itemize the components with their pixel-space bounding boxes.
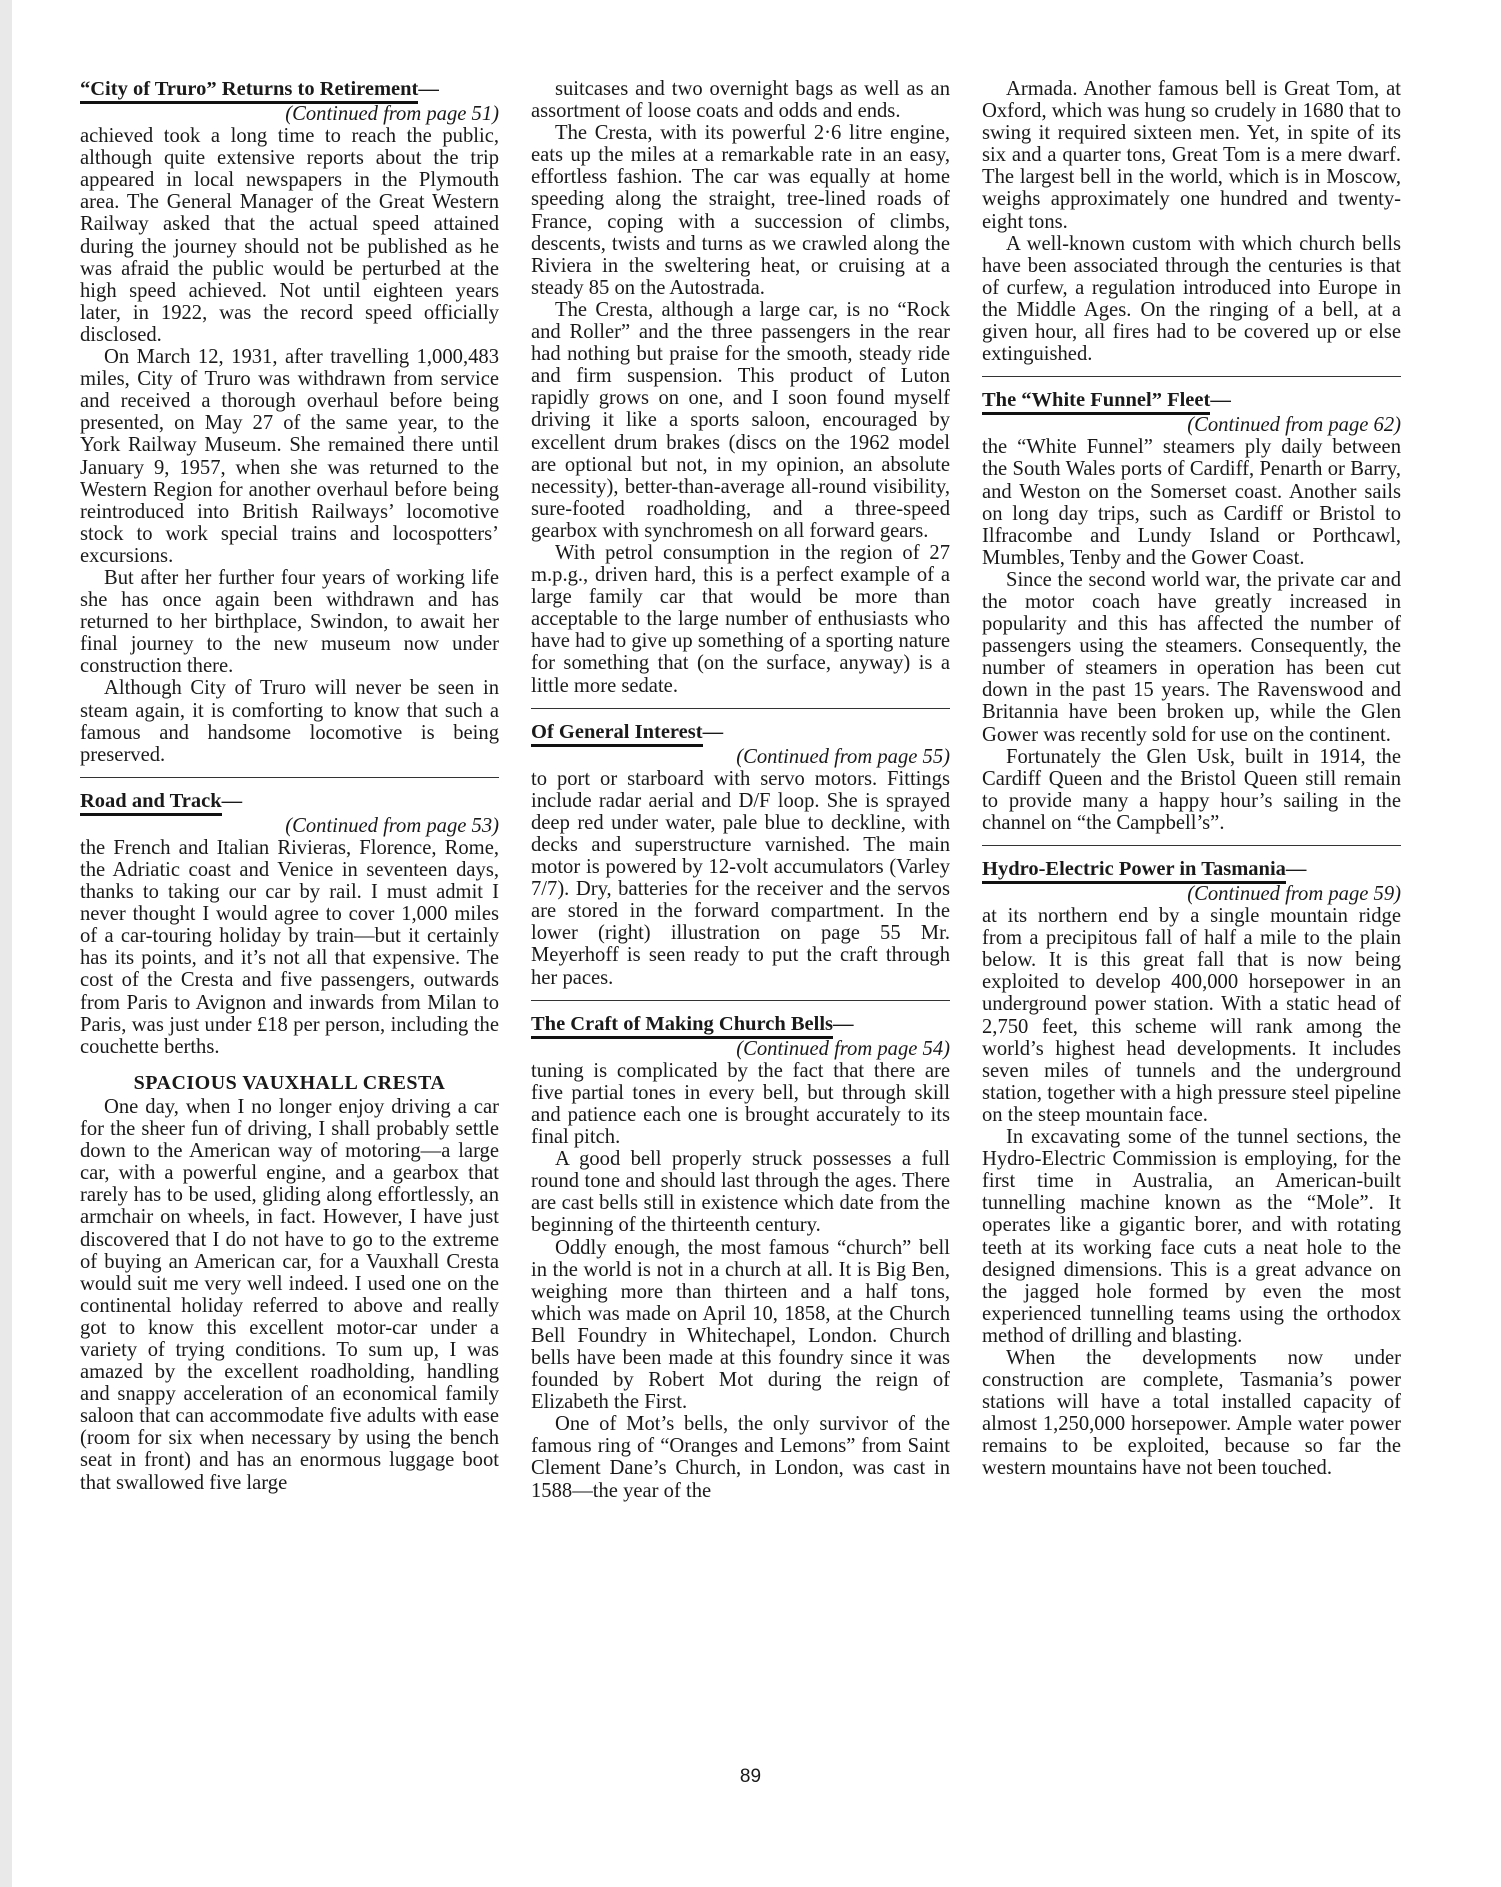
section-divider (531, 708, 950, 709)
paragraph: A well-known custom with which church bells have been associated through the centuries is that of curfew, a regulation introduced into Europe in the Middle Ages. On the ringing of a bell, at a given hour, all fires had to be covered up or else extinguished. (982, 232, 1401, 366)
continued-note: (Continued from page 54) (736, 1037, 950, 1060)
article-section (982, 78, 1401, 365)
paragraph: at its northern end by a single mountain ridge from a precipitous fall of half a mile to the plain below. It is this great fall that is now being exploited to develop 400,000 horsepower in an underground power station. With a static head of 2,750 feet, this scheme will rank among the world’s highest head developments. It includes seven miles of tunnels and the underground station, together with a high pressure steel pipeline on the steep mountain face. (982, 905, 1401, 1126)
paragraph: suitcases and two overnight bags as well as an assortment of loose coats and odds and ends. (531, 78, 950, 123)
section-title: Hydro-Electric Power in Tasmania (982, 858, 1286, 884)
paragraph: The Cresta, with its powerful 2·6 litre engine, eats up the miles at a remarkable rate in an easy, effortless fashion. The car was equally at home speeding along the straight, tree-lined roads of France, coping with a succession of climbs, descents, twists and turns as we crawled along the Riviera in the sweltering heat, or cruising at a steady 85 on the Autostrada. (531, 122, 950, 299)
paragraph: But after her further four years of working life she has once again been withdrawn and has returned to her birthplace, Swindon, to await her final journey to the new museum now under construction there. (80, 566, 499, 678)
paragraph: A good bell properly struck possesses a full round tone and should last through the ages. There are cast bells still in existence which date from the beginning of the thirteenth century. (531, 1148, 950, 1237)
column-2 (531, 78, 950, 1502)
section-title: Of General Interest (531, 721, 703, 747)
section-heading (982, 389, 1401, 412)
page-edge-shadow (0, 0, 12, 1887)
article-section (982, 858, 1401, 1480)
column-3 (982, 78, 1401, 1480)
section-title-dash: — (833, 1012, 854, 1035)
article-section (80, 790, 499, 1494)
section-heading (982, 858, 1401, 881)
paragraph: to port or starboard with servo motors. Fittings include radar aerial and D/F loop. She is sprayed deep red under water, pale blue to deckline, with decks and superstructure varnished. The main motor is powered by 12-volt accumulators (Varley 7/7). Dry, batteries for the receiver and the servos are stored in the forward compartment. In the lower (right) illustration on page 55 Mr. Meyerhoff is seen ready to put the craft through her paces. (531, 767, 950, 989)
continued-note: (Continued from page 53) (285, 814, 499, 837)
paragraph: the “White Funnel” steamers ply daily between the South Wales ports of Cardiff, Penarth or Barry, and Weston on the Somerset coast. Another sails on long day trips, such as Cardiff or Bristol to Ilfracombe and Lundy Island or Porthcawl, Mumbles, Tenby and the Gower Coast. (982, 436, 1401, 569)
section-divider (531, 1000, 950, 1001)
article-section (982, 389, 1401, 834)
paragraph: One day, when I no longer enjoy driving a car for the sheer fun of driving, I shall probably settle down to the American way of motoring—a large car, with a powerful engine, and a gearbox that rarely has to be used, gliding along effortlessly, an armchair on wheels, in fact. However, I have just discovered that I do not have to go to the extreme of buying an American car, for a Vauxhall Cresta would suit me very well indeed. I used one on the continental holiday referred to above and really got to know this excellent motor-car under a variety of trying conditions. To sum up, I was amazed by the excellent roadholding, handling and snappy acceleration of an economical family saloon that can accommodate five adults with ease (room for six when necessary by using the bench seat in front) and has an enormous luggage boot that swallowed five large (80, 1095, 499, 1494)
subheading: SPACIOUS VAUXHALL CRESTA (133, 1071, 446, 1094)
section-divider (982, 845, 1401, 846)
section-title-dash: — (418, 78, 439, 100)
section-heading (80, 790, 499, 813)
paragraph: Although City of Truro will never be seen in steam again, it is comforting to know that such a famous and handsome locomotive is being preserved. (80, 677, 499, 766)
article-section (531, 78, 950, 697)
section-divider (982, 376, 1401, 377)
continued-note: (Continued from page 59) (1187, 883, 1401, 905)
paragraph: On March 12, 1931, after travelling 1,000,483 miles, City of Truro was withdrawn from service and received a thorough overhaul before being presented, on May 27 of the same year, to the York Railway Museum. She remained there until January 9, 1957, when she was returned to the Western Region for another overhaul before being reintroduced into British Railways’ locomotive stock to work special trains and locospotters’ excursions. (80, 346, 499, 567)
article-section (80, 78, 499, 766)
paragraph: In excavating some of the tunnel sections, the Hydro-Electric Commission is employing, for the first time in Australia, an American-built tunnelling machine known as the “Mole”. It operates like a gigantic borer, and with rotating teeth at its working face cuts a neat hole to the designed dimensions. This is a great advance on the jagged hole formed by even the most experienced tunnelling teams using the orthodox method of drilling and blasting. (982, 1126, 1401, 1347)
section-title-dash: — (702, 720, 724, 743)
section-title: The Craft of Making Church Bells (531, 1013, 833, 1039)
section-divider (80, 777, 499, 778)
paragraph: When the developments now under construction are complete, Tasmania’s power stations will have a total installed capacity of almost 1,250,000 horsepower. Ample water power remains to be exploited, because so far the western mountains have not been touched. (982, 1346, 1401, 1480)
paragraph: Fortunately the Glen Usk, built in 1914, the Cardiff Queen and the Bristol Queen still remain to provide many a happy hour’s sailing in the channel on “the Campbell’s”. (982, 745, 1401, 834)
paragraph: tuning is complicated by the fact that there are five partial tones in every bell, but through skill and patience each one is brought accurately to its final pitch. (531, 1059, 950, 1149)
section-title-dash: — (221, 789, 243, 812)
paragraph: achieved took a long time to reach the public, although quite extensive reports about the trip appeared in local newspapers in the Plymouth area. The General Manager of the Great Western Railway asked that the actual speed attained during the journey should not be published as he was afraid the public would be perturbed at the high speed achieved. Not until eighteen years later, in 1922, was the record speed officially disclosed. (80, 125, 499, 346)
continued-note: (Continued from page 55) (736, 745, 950, 768)
section-title: Road and Track (80, 790, 222, 816)
paragraph: the French and Italian Rivieras, Florence, Rome, the Adriatic coast and Venice in seventeen days, thanks to taking our car by rail. I must admit I never thought I would agree to cover 1,000 miles of a car-touring holiday by train—but it certainly has its points, and it’s not all that expensive. The cost of the Cresta and five passengers, outwards from Paris to Avignon and inwards from Milan to Paris, was just under £18 per person, including the couchette berths. (80, 836, 499, 1058)
section-heading (531, 1013, 950, 1036)
paragraph: The Cresta, although a large car, is no “Rock and Roller” and the three passengers in the rear had nothing but praise for the smooth, steady ride and firm suspension. This product of Luton rapidly grows on one, and I soon found myself driving it like a sports saloon, encouraged by excellent drum brakes (discs on the 1962 model are optional but not, in my opinion, an absolute necessity), better-than-average all-round visibility, sure-footed roadholding, and a three-speed gearbox with synchromesh on all forward gears. (531, 298, 950, 542)
section-title-dash: — (1210, 389, 1231, 412)
section-title: “City of Truro” Returns to Retirement (80, 78, 418, 104)
article-section (531, 1013, 950, 1502)
paragraph: With petrol consumption in the region of 27 m.p.g., driven hard, this is a perfect example of a large family car that would be more than acceptable to the large number of enthusiasts who have had to give up something of a sporting nature for something that (on the surface, anyway) is a little more sedate. (531, 541, 950, 697)
section-heading (80, 78, 499, 101)
paragraph: One of Mot’s bells, the only survivor of the famous ring of “Oranges and Lemons” from Saint Clement Dane’s Church, in London, was cast in 1588—the year of the (531, 1413, 950, 1502)
continued-note: (Continued from page 62) (1187, 414, 1401, 437)
section-title-dash: — (1285, 858, 1307, 880)
section-heading (531, 721, 950, 744)
article-section (531, 721, 950, 989)
page-number: 89 (739, 1766, 762, 1787)
paragraph: Armada. Another famous bell is Great Tom, at Oxford, which was hung so crudely in 1680 that to swing it required sixteen men. Yet, in spite of its six and a quarter tons, Great Tom is a mere dwarf. The largest bell in the world, which is in Moscow, weighs approximately one hundred and twenty-eight tons. (982, 78, 1401, 233)
column-1 (80, 78, 499, 1494)
section-title: The “White Funnel” Fleet (982, 389, 1210, 415)
paragraph: Oddly enough, the most famous “church” bell in the world is not in a church at all. It is Big Ben, weighing more than thirteen and a half tons, which was made on April 10, 1858, at the Church Bell Foundry in Whitechapel, London. Church bells have been made at this foundry since it was founded by Robert Mot during the reign of Elizabeth the First. (531, 1236, 950, 1414)
paragraph: Since the second world war, the private car and the motor coach have greatly increased in popularity and this has affected the number of passengers using the steamers. Consequently, the number of steamers in operation has been cut down in the past 15 years. The Ravenswood and Britannia have been broken up, while the Glen Gower was recently sold for use on the continent. (982, 568, 1401, 746)
continued-note: (Continued from page 51) (285, 103, 499, 125)
